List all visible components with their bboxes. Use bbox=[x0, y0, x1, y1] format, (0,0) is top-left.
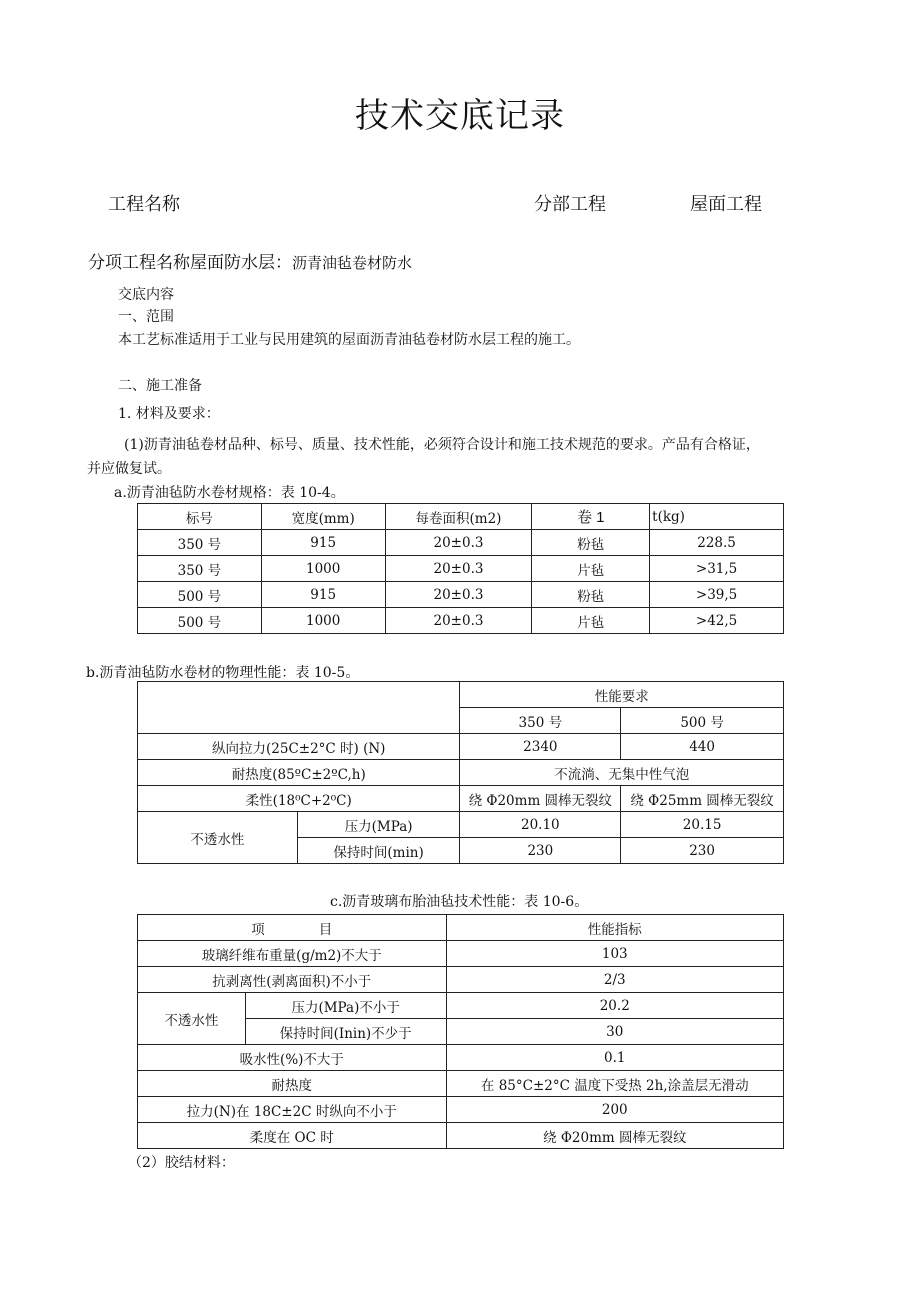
subitem-line bbox=[88, 248, 412, 273]
header-cell: 项 目 bbox=[138, 915, 447, 941]
table-row bbox=[138, 812, 784, 838]
table-row bbox=[138, 1097, 784, 1123]
cell: 不流淌、无集中性气泡 bbox=[460, 760, 784, 786]
item-1: 1. 材料及要求： bbox=[118, 406, 220, 422]
cell: 228.5 bbox=[650, 530, 784, 556]
row-label: 纵向拉力(25C±2°C 时) (N) bbox=[138, 734, 460, 760]
group-label: 不透水性 bbox=[138, 812, 298, 864]
blank-cell bbox=[138, 682, 460, 734]
table-header-row bbox=[138, 915, 784, 941]
cell: 20±0.3 bbox=[385, 582, 532, 608]
group-label: 不透水性 bbox=[138, 993, 246, 1045]
cell: 20±0.3 bbox=[385, 530, 532, 556]
division-value: 屋面工程 bbox=[690, 194, 762, 215]
cell: 绕 Φ20mm 圆棒无裂纹 bbox=[460, 786, 621, 812]
cell: >39,5 bbox=[650, 582, 784, 608]
table-header-row bbox=[138, 504, 784, 530]
row-label: 耐热度 bbox=[138, 1071, 447, 1097]
division-label: 分部工程 bbox=[534, 194, 606, 215]
cell: 粉毡 bbox=[532, 530, 650, 556]
cell: 103 bbox=[446, 941, 784, 967]
table-roll-spec bbox=[137, 503, 784, 634]
cell: 20.15 bbox=[621, 812, 784, 838]
cell: 230 bbox=[621, 838, 784, 864]
cell: 350 号 bbox=[138, 556, 262, 582]
cell: 在 85°C±2°C 温度下受热 2h,涂盖层无滑动 bbox=[446, 1071, 784, 1097]
row-label: 拉力(N)在 18C±2C 时纵向不小于 bbox=[138, 1097, 447, 1123]
cell: 片毡 bbox=[532, 556, 650, 582]
row-label: 压力(MPa) bbox=[297, 812, 460, 838]
section-1-text: 本工艺标准适用于工业与民用建筑的屋面沥青油毡卷材防水层工程的施工。 bbox=[118, 332, 580, 348]
cell: 20±0.3 bbox=[385, 608, 532, 634]
project-name-label: 工程名称 bbox=[108, 194, 180, 215]
header-cell: 性能指标 bbox=[446, 915, 784, 941]
header-cell: 每卷面积(m2) bbox=[385, 504, 532, 530]
table-row bbox=[138, 967, 784, 993]
table-row bbox=[138, 1123, 784, 1149]
row-label: 吸水性(%)不大于 bbox=[138, 1045, 447, 1071]
cell: 20.10 bbox=[460, 812, 621, 838]
section-2-title: 二、施工准备 bbox=[118, 378, 202, 394]
table-row bbox=[138, 734, 784, 760]
cell: 20±0.3 bbox=[385, 556, 532, 582]
row-label: 压力(MPa)不小于 bbox=[245, 993, 446, 1019]
table-row bbox=[138, 760, 784, 786]
table-row bbox=[138, 993, 784, 1019]
cell: 915 bbox=[261, 582, 385, 608]
table-physical-properties bbox=[137, 681, 784, 864]
cell: 230 bbox=[460, 838, 621, 864]
table-glass-cloth-properties bbox=[137, 914, 784, 1149]
page-title: 技术交底记录 bbox=[355, 96, 565, 136]
caption-c: c.沥青玻璃布胎油毡技术性能：表 10-6。 bbox=[330, 894, 589, 910]
cell: 2/3 bbox=[446, 967, 784, 993]
table-row bbox=[138, 941, 784, 967]
table-row bbox=[138, 1045, 784, 1071]
section-1-title: 一、范围 bbox=[118, 309, 174, 325]
item-1-1-line2: 并应做复试。 bbox=[87, 461, 171, 477]
cell: 500 号 bbox=[138, 582, 262, 608]
header-cell: t(kg) bbox=[650, 504, 784, 530]
table-row bbox=[138, 582, 784, 608]
row-label: 抗剥离性(剥离面积)不小于 bbox=[138, 967, 447, 993]
caption-a: a.沥青油毡防水卷材规格：表 10-4。 bbox=[114, 485, 345, 501]
row-label: 柔度在 OC 时 bbox=[138, 1123, 447, 1149]
cell: 0.1 bbox=[446, 1045, 784, 1071]
cell: 1000 bbox=[261, 556, 385, 582]
content-label: 交底内容 bbox=[118, 287, 174, 303]
row-label: 耐热度(85ºC±2ºC,h) bbox=[138, 760, 460, 786]
cell: 2340 bbox=[460, 734, 621, 760]
cell: 500 号 bbox=[138, 608, 262, 634]
cell: 350 号 bbox=[138, 530, 262, 556]
cell: >31,5 bbox=[650, 556, 784, 582]
row-label: 玻璃纤维布重量(g/m2)不大于 bbox=[138, 941, 447, 967]
table-row bbox=[138, 786, 784, 812]
item-1-1-line1: (1)沥青油毡卷材品种、标号、质量、技术性能，必须符合设计和施工技术规范的要求。产品有合格证， bbox=[124, 437, 760, 453]
cell: 30 bbox=[446, 1019, 784, 1045]
cell: 绕 Φ20mm 圆棒无裂纹 bbox=[446, 1123, 784, 1149]
header-cell: 500 号 bbox=[621, 708, 784, 734]
header-cell: 宽度(mm) bbox=[261, 504, 385, 530]
cell: 粉毡 bbox=[532, 582, 650, 608]
cell: >42,5 bbox=[650, 608, 784, 634]
row-label: 柔性(18⁰C+2⁰C) bbox=[138, 786, 460, 812]
caption-b: b.沥青油毡防水卷材的物理性能：表 10-5。 bbox=[86, 665, 360, 681]
header-cell: 350 号 bbox=[460, 708, 621, 734]
cell: 1000 bbox=[261, 608, 385, 634]
row-label: 保持时间(min) bbox=[297, 838, 460, 864]
table-header-row bbox=[138, 682, 784, 708]
cell: 片毡 bbox=[532, 608, 650, 634]
table-row bbox=[138, 1071, 784, 1097]
cell: 绕 Φ25mm 圆棒无裂纹 bbox=[621, 786, 784, 812]
cell: 200 bbox=[446, 1097, 784, 1123]
table-row bbox=[138, 556, 784, 582]
table-row bbox=[138, 608, 784, 634]
cell: 915 bbox=[261, 530, 385, 556]
header-cell: 卷 1 bbox=[532, 504, 650, 530]
header-cell: 标号 bbox=[138, 504, 262, 530]
cell: 440 bbox=[621, 734, 784, 760]
table-row bbox=[138, 530, 784, 556]
row-label: 保持时间(Inin)不少于 bbox=[245, 1019, 446, 1045]
header-cell: 性能要求 bbox=[460, 682, 784, 708]
cell: 20.2 bbox=[446, 993, 784, 1019]
footer-item-2: （2）胶结材料： bbox=[128, 1155, 235, 1171]
subitem-label: 分项工程名称屋面防水层： bbox=[88, 253, 292, 273]
subitem-value: 沥青油毡卷材防水 bbox=[292, 254, 413, 272]
